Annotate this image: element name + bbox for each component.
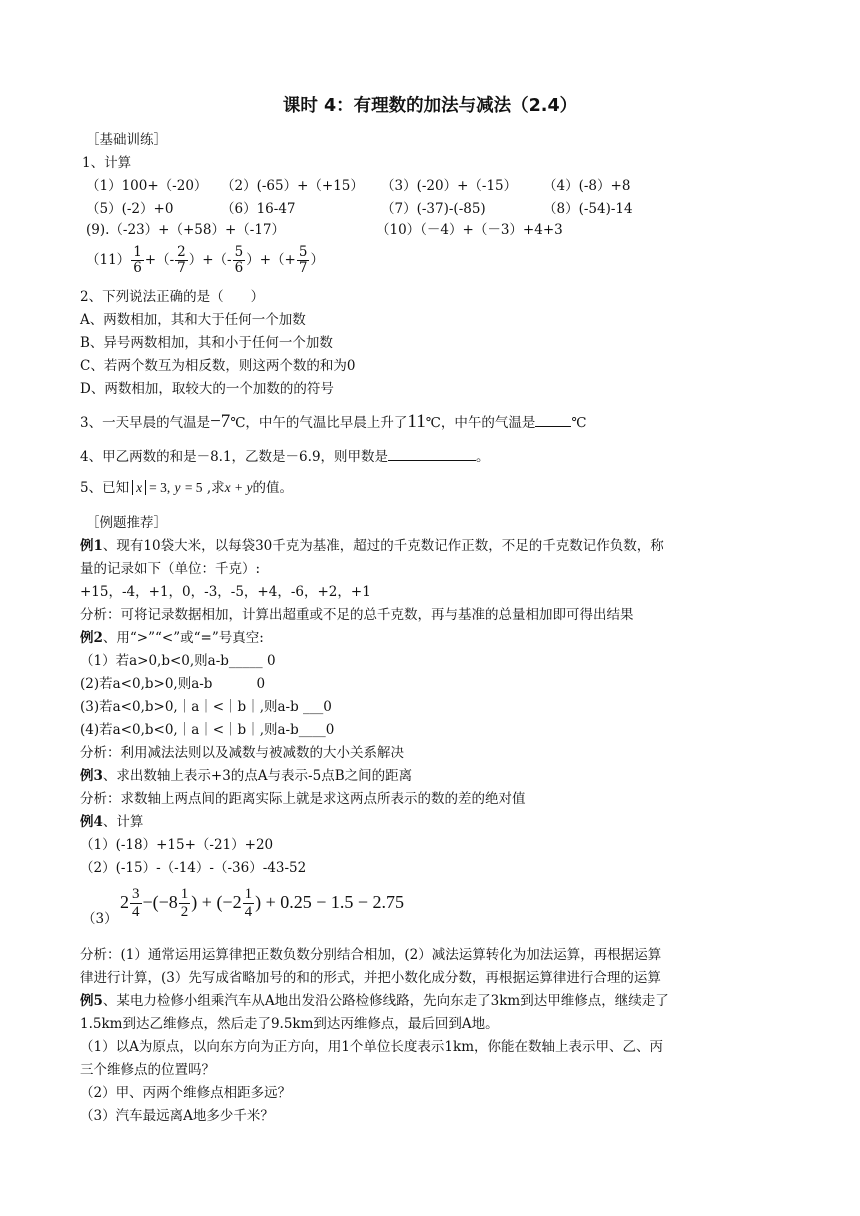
q1-item-11-op: ） [310, 252, 324, 268]
ex4-part-1: （1）(-18）+15+（-21）+20 [80, 837, 274, 853]
q1-label: 1、计算 [82, 155, 132, 171]
q3-text: 3、一天早晨的气温是 [80, 415, 211, 431]
q1-item-6: （6）16-47 [221, 201, 296, 217]
ex5-line2: 1.5km到达乙维修点，然后走了9.5km到达丙维修点，最后回到A地。 [80, 1016, 499, 1032]
ex2-item-blank: _____ [228, 653, 263, 669]
q5 [80, 476, 293, 500]
expr-op: ) + (−2 [191, 892, 242, 912]
q5-text: ,求 [206, 480, 225, 496]
ex2-item-text: (3)若a<0,b>0,｜a｜<｜b｜,则a-b [80, 699, 304, 715]
q3 [80, 410, 586, 435]
q4-text: 4、甲乙两数的和是－8.1，乙数是－6.9，则甲数是 [80, 449, 389, 465]
ex2-item-text: (2)若a<0,b>0,则a-b [80, 676, 213, 692]
q3-text: ℃，中午的气温比早晨上升了 [230, 415, 408, 431]
ex2-item-4 [80, 720, 334, 740]
fraction-denominator: 6 [234, 260, 244, 276]
fraction-denominator: 6 [133, 260, 142, 276]
ex3-stem [80, 766, 412, 786]
q1-item-2: （2）(-65）+（+15） [221, 178, 364, 194]
fraction-numerator: 5 [234, 244, 244, 260]
ex1-analysis: 分析：可将记录数据相加，计算出超重或不足的总千克数，再与基准的总量相加即可得出结果 [80, 607, 634, 623]
q1-item-10: （10）（－4）+（－3）+4+3 [376, 222, 563, 238]
ex3-text: 、求出数轴上表示+3的点A与表示-5点B之间的距离 [102, 768, 413, 784]
q1-item-11-op: +（- [144, 252, 175, 268]
ex1-data: +15，-4，+1，0，-3，-5，+4，-6，+2，+1 [80, 584, 371, 600]
q2-stem: 2、下列说法正确的是（ ） [80, 289, 265, 305]
expr-tail: ) + 0.25 − 1.5 − 2.75 [255, 892, 405, 912]
fraction [131, 245, 144, 276]
q5-text: 5、已知 [80, 480, 130, 496]
fraction-numerator: 1 [244, 886, 253, 903]
fraction-denominator: 7 [298, 260, 308, 276]
q2-option-c: C、若两个数互为相反数，则这两个数的和为0 [80, 358, 356, 374]
ex4-part-2: （2）(-15）-（-14）-（-36）-43-52 [80, 860, 307, 876]
fraction [175, 245, 188, 276]
q2-option-a: A、两数相加，其和大于任何一个加数 [80, 312, 306, 328]
q2-option-d: D、两数相加，取较大的一个加数的的符号 [80, 381, 334, 397]
ex1-line2: 量的记录如下（单位：千克）: [80, 561, 261, 577]
fraction-numerator: 3 [132, 886, 140, 903]
fraction-denominator: 4 [244, 904, 253, 921]
q4 [80, 444, 490, 467]
ex1-label: 例1 [80, 538, 103, 554]
ex5-q3: （3）汽车最远离A地多少千米？ [80, 1108, 274, 1124]
page-title: 课时 4：有理数的加法与减法（2.4） [282, 96, 578, 116]
ex5-q1-line1: （1）以A为原点，以向东方向为正方向，用1个单位长度表示1km，你能在数轴上表示甲、乙、丙 [80, 1039, 663, 1055]
ex2-text: 、用“>”“<”或“=”号真空: [102, 630, 264, 646]
fraction-numerator: 2 [177, 244, 186, 260]
ex5-label: 例5 [80, 993, 103, 1009]
fraction-numerator: 1 [133, 244, 142, 260]
ex2-item-text: （1）若a>0,b<0,则a-b [80, 653, 229, 669]
section-examples-heading: ［例题推荐］ [86, 515, 167, 531]
q4-end: 。 [476, 449, 490, 465]
abs-value [132, 480, 146, 495]
ex2-stem [80, 628, 264, 648]
fraction [233, 245, 246, 276]
ex5-text: 、某电力检修小组乘汽车从A地出发沿公路检修线路，先向东走了3km到达甲维修点，继续走了 [102, 993, 669, 1009]
q1-item-3: （3）(-20）+（-15） [381, 178, 518, 194]
fraction [297, 245, 310, 276]
fraction [243, 886, 255, 921]
q1-item-11-prefix: （11） [86, 252, 131, 268]
q3-answer-blank [535, 410, 571, 427]
q5-text: 的值。 [252, 480, 293, 496]
ex2-item-text: (4)若a<0,b<0,｜a｜<｜b｜,则a-b [80, 722, 299, 738]
ex3-label: 例3 [80, 768, 103, 784]
q3-rise-value: 11 [407, 411, 426, 432]
q1-item-8: （8）(-54)-14 [543, 201, 633, 217]
q3-unit: ℃ [571, 415, 587, 431]
expr-op: −(−8 [142, 892, 178, 912]
var-x: x [136, 480, 143, 495]
fraction [179, 886, 191, 921]
ex2-item-2 [80, 674, 265, 694]
q3-text: ℃，中午的气温是 [425, 415, 536, 431]
fraction-numerator: 1 [180, 886, 189, 903]
ex2-item-3 [80, 697, 332, 717]
ex1-text: 、现有10袋大米，以每袋30千克为基准，超过的千克数记作正数，不足的千克数记作负数，称 [102, 538, 664, 554]
ex5-q2: （2）甲、丙两个维修点相距多远？ [80, 1085, 292, 1101]
ex2-item-end: 0 [262, 653, 276, 669]
ex4-label: 例4 [80, 814, 103, 830]
q1-item-1: （1）100+（-20） [86, 178, 208, 194]
q2-option-b: B、异号两数相加，其和小于任何一个加数 [80, 335, 333, 351]
fraction-denominator: 2 [180, 904, 189, 921]
ex5-q1-line2: 三个维修点的位置吗？ [80, 1062, 215, 1078]
ex2-item-blank: ___ [303, 699, 324, 715]
fraction [130, 886, 142, 921]
ex2-label: 例2 [80, 630, 103, 646]
ex1-line1 [80, 536, 664, 556]
ex4-part-3-label: （3） [82, 911, 118, 927]
fraction-numerator: 5 [298, 244, 308, 260]
q3-morning-temp: −7 [210, 411, 231, 432]
q1-item-11-op: ）+（+ [246, 252, 296, 268]
var-y: y [174, 480, 181, 495]
ex4-part-3-expression [120, 884, 404, 921]
q1-item-11 [86, 244, 324, 276]
ex4-stem [80, 812, 143, 832]
ex4-text: 、计算 [102, 814, 144, 830]
ex4-analysis-line2: 律进行计算，(3）先写成省略加号的和的形式，并把小数化成分数，再根据运算律进行合理的运算 [80, 970, 661, 986]
ex2-item-blank: ____ [298, 722, 326, 738]
q1-item-4: （4）(-8）+8 [543, 178, 631, 194]
q5-eq: = 5 [184, 480, 203, 495]
q1-item-7: （7）(-37)-(-85) [381, 201, 486, 217]
ex5-line1 [80, 991, 669, 1011]
ex2-item-end: 0 [256, 676, 266, 692]
q1-item-5: （5）(-2）+0 [86, 201, 174, 217]
section-basic-heading: ［基础训练］ [86, 132, 167, 148]
q4-answer-blank [388, 444, 476, 461]
mixed-whole: 2 [120, 892, 129, 912]
fraction-denominator: 7 [177, 260, 186, 276]
q1-item-9: (9).（-23）+（+58）+（-17） [86, 222, 286, 238]
fraction-denominator: 4 [132, 904, 140, 921]
q5-expr: x + y [224, 480, 253, 495]
ex2-item-1 [80, 651, 276, 671]
ex2-item-end: 0 [325, 722, 335, 738]
ex2-item-end: 0 [323, 699, 332, 715]
q1-item-11-op: ）+（- [188, 252, 232, 268]
ex4-analysis-line1: 分析：(1）通常运用运算律把正数负数分别结合相加，(2）减法运算转化为加法运算，再根据运算 [80, 947, 662, 963]
ex2-analysis: 分析：利用减法法则以及减数与被减数的大小关系解决 [80, 745, 404, 761]
q5-eq: = 3, [149, 480, 171, 495]
ex3-analysis: 分析：求数轴上两点间的距离实际上就是求这两点所表示的数的差的绝对值 [80, 791, 526, 807]
